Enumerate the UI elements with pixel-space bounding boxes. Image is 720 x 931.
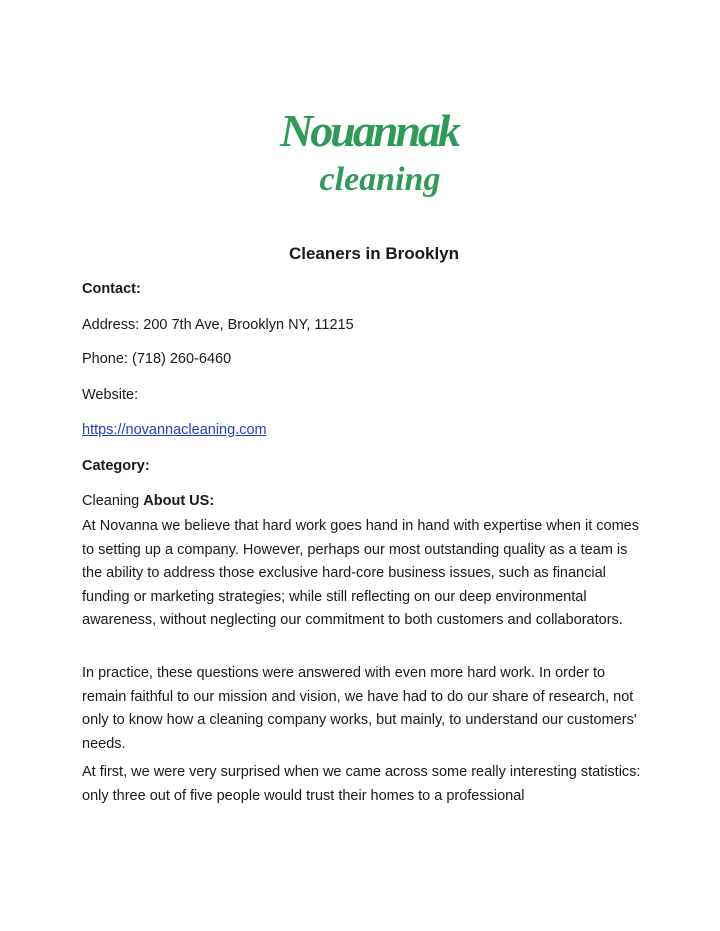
- about-heading: About US:: [143, 493, 215, 509]
- category-heading: Category:: [82, 458, 150, 474]
- website-line: [82, 420, 267, 440]
- logo-wordmark: Nouannak: [280, 105, 458, 156]
- website-label: Website:: [82, 387, 139, 403]
- address-text: Address: 200 7th Ave, Brooklyn NY, 11215: [82, 317, 354, 333]
- about-paragraph-3: At first, we were very surprised when we came across some really interesting statistics: only three out of five people would trust their homes to a professional: [82, 764, 641, 804]
- about-paragraph-2: In practice, these questions were answered with even more hard work. In order to remain faithful to our mission and vision, we have had to do our share of research, not only to know how a cleaning company works, but mainly, to understand our customers' needs.: [82, 665, 637, 752]
- phone-text: Phone: (718) 260-6460: [82, 351, 232, 367]
- logo-tagline: cleaning: [319, 161, 441, 198]
- category-line: [82, 491, 214, 511]
- category-value: Cleaning: [82, 493, 140, 509]
- company-logo: [0, 104, 720, 200]
- contact-heading: Contact:: [82, 281, 141, 297]
- website-link[interactable]: https://novannacleaning.com: [82, 422, 267, 438]
- page-title: Cleaners in Brooklyn: [288, 244, 460, 263]
- about-paragraph-1: At Novanna we believe that hard work goes hand in hand with expertise when it comes to setting up a company. However, perhaps our most outstanding quality as a team is the ability to address those exclusive hard-core business issues, such as financial funding or marketing strategies; while still reflecting on our deep environmental awareness, without neglecting our commitment to both customers and collaborators.: [82, 518, 639, 629]
